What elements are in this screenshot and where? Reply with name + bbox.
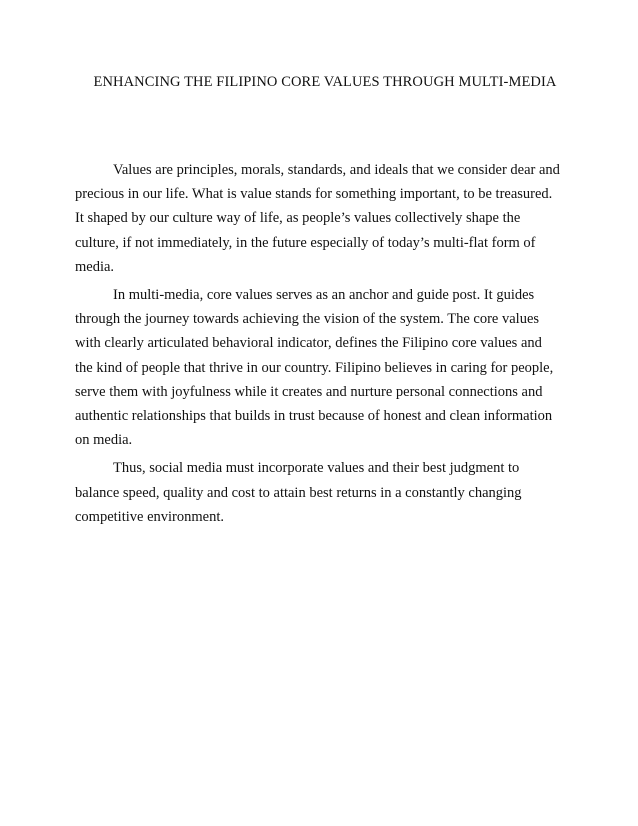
document-body [75,158,563,533]
paragraph-multimedia-core-values: In multi-media, core values serves as an anchor and guide post. It guides through the journey towards achieving the vision of the system. The core values with clearly articulated behavioral indicator, defines the Filipino core values and the kind of people that thrive in our country. Filipino believes in caring for people, serve them with joyfulness while it creates and nurture personal connections and authentic relationships that builds in trust because of honest and clean information on media. [75,287,554,449]
paragraph-values-definition: Values are principles, morals, standards, and ideals that we consider dear and precious in our life. What is value stands for something important, to be treasured. It shaped by our culture way of life, as people’s values collectively shape the culture, if not immediately, in the future especially of today’s multi-flat form of media. [75,162,560,275]
paragraph-social-media-conclusion: Thus, social media must incorporate values and their best judgment to balance speed, quality and cost to attain best returns in a constantly changing competitive environment. [75,460,522,525]
document-title: ENHANCING THE FILIPINO CORE VALUES THROUGH MULTI-MEDIA [93,74,557,90]
